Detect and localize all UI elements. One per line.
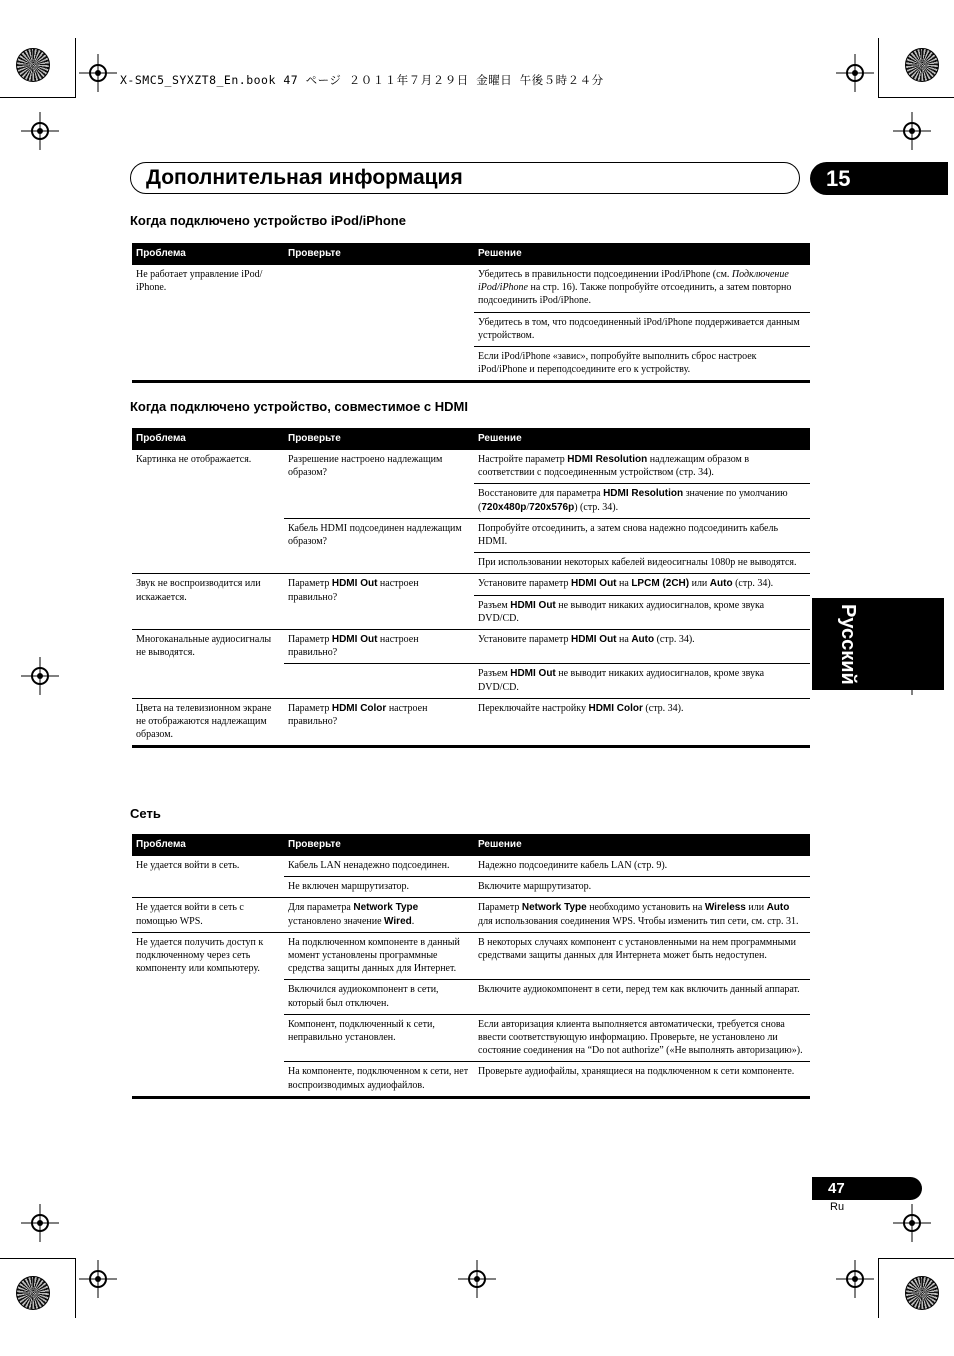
- language-tab-label: Русский: [837, 603, 859, 685]
- crop-mark: [878, 1258, 879, 1318]
- table-header-row: [132, 243, 810, 265]
- section-title-network: Сеть: [130, 806, 161, 821]
- solution-cell: Переключайте настройку HDMI Color (стр. 34).: [474, 698, 810, 747]
- problem-cell: Не удается войти в сеть с помощью WPS.: [132, 898, 284, 932]
- table-header-row: [132, 428, 810, 450]
- problem-cell: Цвета на телевизионном экране не отображаются надлежащим образом.: [132, 698, 284, 747]
- solution-cell: Попробуйте отсоединить, а затем снова надежно подсоединить кабель HDMI.: [474, 518, 810, 552]
- crosshair-icon: [846, 1270, 864, 1288]
- problem-cell: Не работает управление iPod/ iPhone.: [132, 265, 284, 382]
- solution-cell: Включите маршрутизатор.: [474, 877, 810, 898]
- crop-mark: [75, 38, 76, 98]
- check-cell: Включился аудиокомпонент в сети, который был отключен.: [284, 980, 474, 1014]
- crosshair-icon: [89, 1270, 107, 1288]
- col-solution: Решение: [474, 834, 810, 856]
- col-check: Проверьте: [284, 834, 474, 856]
- check-cell: На подключенном компоненте в данный момент установлены программные средства защиты данных для Интернет.: [284, 932, 474, 980]
- col-check: Проверьте: [284, 243, 474, 265]
- crop-mark: [878, 97, 954, 98]
- crop-mark: [878, 1258, 954, 1259]
- solution-cell: Разъем HDMI Out не выводит никаких аудиосигналов, кроме звука DVD/CD.: [474, 595, 810, 629]
- table-header-row: [132, 834, 810, 856]
- check-cell: Не включен маршрутизатор.: [284, 877, 474, 898]
- solution-cell: Проверьте аудиофайлы, хранящиеся на подключенном к сети компоненте.: [474, 1062, 810, 1097]
- registration-starburst-icon: [16, 48, 50, 82]
- problem-cell: Не удается войти в сеть.: [132, 856, 284, 898]
- table-row: [132, 630, 810, 664]
- problem-cell: Не удается получить доступ к подключенному через сеть компоненту или компьютеру.: [132, 932, 284, 1097]
- solution-cell: Установите параметр HDMI Out на LPCM (2CH) или Auto (стр. 34).: [474, 574, 810, 595]
- solution-cell: Надежно подсоедините кабель LAN (стр. 9).: [474, 856, 810, 877]
- table-hdmi: [132, 428, 810, 748]
- solution-cell: Разъем HDMI Out не выводит никаких аудиосигналов, кроме звука DVD/CD.: [474, 664, 810, 698]
- chapter-title: Дополнительная информация: [146, 166, 463, 189]
- solution-cell: Убедитесь в правильности подсоединении iPod/iPhone (см. Подключение iPod/iPhone на стр. 16). Также попробуйте отсоединить, а затем повторно подсоединить iPod/iPhone.: [474, 265, 810, 312]
- check-cell: Для параметра Network Type установлено значение Wired.: [284, 898, 474, 932]
- crop-mark: [0, 1258, 76, 1259]
- crosshair-icon: [31, 122, 49, 140]
- problem-cell: Звук не воспроизводится или искажается.: [132, 574, 284, 630]
- language-tab: [812, 598, 944, 690]
- solution-cell: В некоторых случаях компонент с установленными на нем программными средствами защиты данных для Интернета может быть недоступен.: [474, 932, 810, 980]
- solution-cell: Если iPod/iPhone «завис», попробуйте выполнить сброс настроек iPod/iPhone и переподсоедините его к устройству.: [474, 347, 810, 382]
- col-check: Проверьте: [284, 428, 474, 450]
- crosshair-icon: [31, 667, 49, 685]
- table-row: [132, 932, 810, 980]
- col-problem: Проблема: [132, 428, 284, 450]
- col-problem: Проблема: [132, 243, 284, 265]
- registration-starburst-icon: [905, 48, 939, 82]
- table-row: [132, 450, 810, 484]
- check-cell: Компонент, подключенный к сети, неправильно установлен.: [284, 1014, 474, 1062]
- check-cell: Параметр HDMI Out настроен правильно?: [284, 630, 474, 664]
- table-row: [132, 265, 810, 312]
- check-cell: Параметр HDMI Color настроен правильно?: [284, 698, 474, 747]
- crop-mark: [878, 38, 879, 98]
- crop-mark: [0, 97, 76, 98]
- print-header: X-SMC5_SYXZT8_En.book 47 ページ ２０１１年７月２９日 金曜日 午後５時２４分: [120, 73, 604, 87]
- check-cell: [284, 664, 474, 698]
- check-cell: Кабель HDMI подсоединен надлежащим образом?: [284, 518, 474, 574]
- registration-starburst-icon: [905, 1276, 939, 1310]
- solution-cell: При использовании некоторых кабелей видеосигналы 1080p не выводятся.: [474, 553, 810, 574]
- problem-cell: Многоканальные аудиосигналы не выводятся.: [132, 630, 284, 699]
- col-solution: Решение: [474, 428, 810, 450]
- crosshair-icon: [89, 64, 107, 82]
- crosshair-icon: [903, 1214, 921, 1232]
- check-cell: Разрешение настроено надлежащим образом?: [284, 450, 474, 518]
- check-cell: Кабель LAN ненадежно подсоединен.: [284, 856, 474, 877]
- crosshair-icon: [31, 1214, 49, 1232]
- solution-cell: Убедитесь в том, что подсоединенный iPod/iPhone поддерживается данным устройством.: [474, 312, 810, 346]
- solution-cell: Параметр Network Type необходимо установить на Wireless или Auto для использования соединения WPS. Чтобы изменить тип сети, см. стр. 31.: [474, 898, 810, 932]
- check-cell: Параметр HDMI Out настроен правильно?: [284, 574, 474, 630]
- solution-cell: Восстановите для параметра HDMI Resolution значение по умолчанию (720x480p/720x576p) (стр. 34).: [474, 484, 810, 518]
- section-title-hdmi: Когда подключено устройство, совместимое с HDMI: [130, 399, 468, 414]
- check-cell: [284, 265, 474, 382]
- problem-cell: Картинка не отображается.: [132, 450, 284, 574]
- solution-cell: Включите аудиокомпонент в сети, перед тем как включить данный аппарат.: [474, 980, 810, 1014]
- table-row: [132, 856, 810, 877]
- table-ipod: [132, 243, 810, 383]
- page-language: Ru: [830, 1201, 845, 1213]
- check-cell: На компоненте, подключенном к сети, нет воспроизводимых аудиофайлов.: [284, 1062, 474, 1097]
- solution-cell: Установите параметр HDMI Out на Auto (стр. 34).: [474, 630, 810, 664]
- table-row: [132, 698, 810, 747]
- chapter-number: 15: [810, 162, 948, 195]
- solution-cell: Настройте параметр HDMI Resolution надлежащим образом в соответствии с подсоединенным устройством (стр. 34).: [474, 450, 810, 484]
- crosshair-icon: [846, 64, 864, 82]
- section-title-ipod: Когда подключено устройство iPod/iPhone: [130, 213, 406, 228]
- solution-cell: Если авторизация клиента выполняется автоматически, требуется снова ввести соответствующую информацию. Проверьте, не установлено ли состояние соединения на “Do not authorize” («Не выполнять авторизацию»).: [474, 1014, 810, 1062]
- table-row: [132, 574, 810, 595]
- registration-starburst-icon: [16, 1276, 50, 1310]
- page-number: 47: [812, 1177, 922, 1200]
- table-row: [132, 898, 810, 932]
- col-solution: Решение: [474, 243, 810, 265]
- crop-mark: [75, 1258, 76, 1318]
- table-network: [132, 834, 810, 1099]
- crosshair-icon: [903, 122, 921, 140]
- crosshair-icon: [468, 1270, 486, 1288]
- col-problem: Проблема: [132, 834, 284, 856]
